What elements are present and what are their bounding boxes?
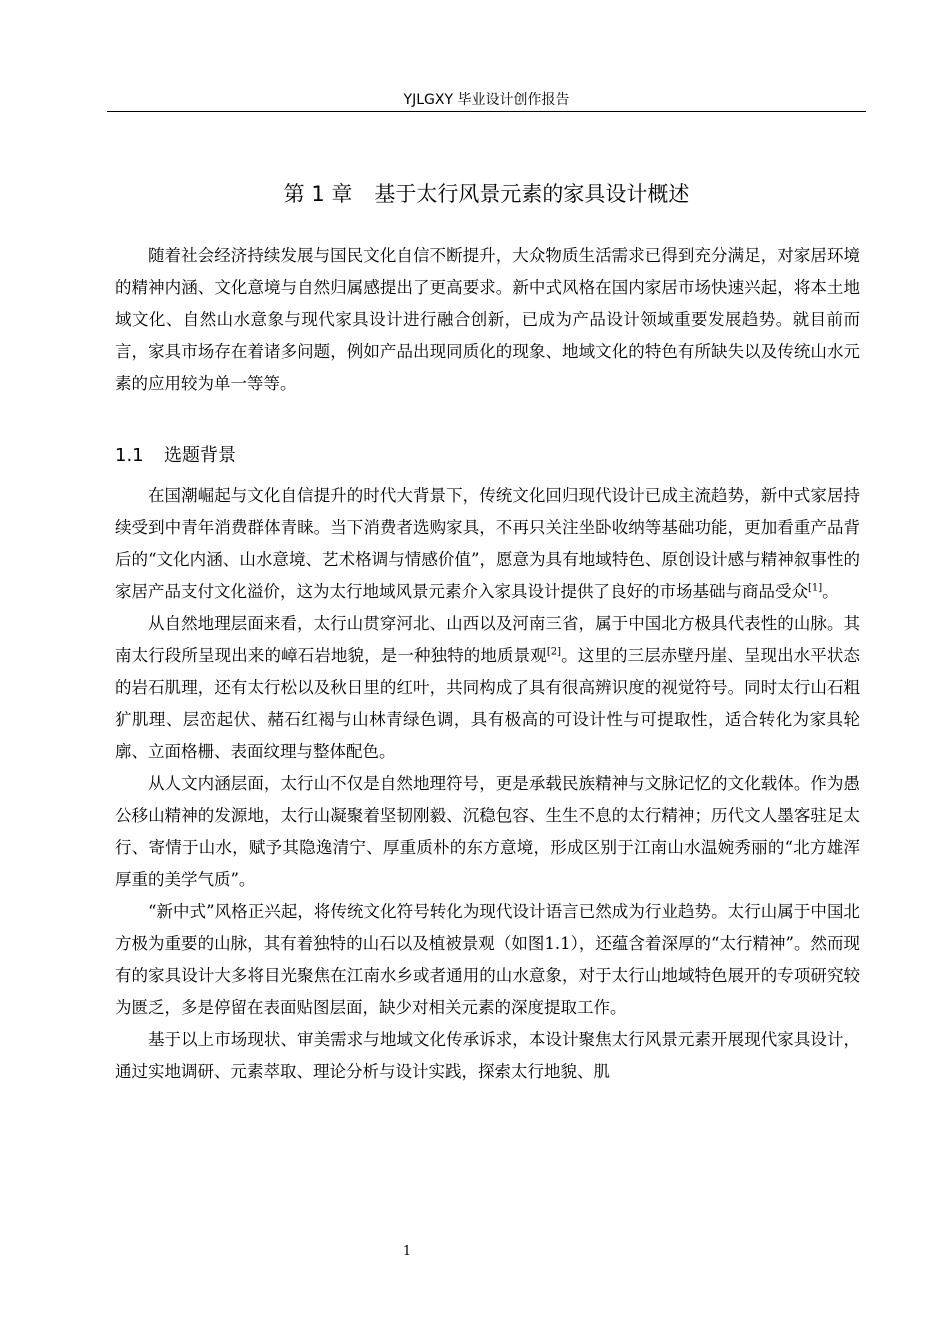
paragraph-text: 在国潮崛起与文化自信提升的时代大背景下，传统文化回归现代设计已成主流趋势，新中式家居持续受到中青年消费群体青睐。当下消费者选购家具，不再只关注坐卧收纳等基础功能，更加看重产品背后的“文化内涵、山水意境、艺术格调与情感价值”，愿意为具有地域特色、原创设计感与精神叙事性的家居产品支付文化溢价，这为太行地域风景元素介入家具设计提供了良好的市场基础与商品受众 — [115, 486, 860, 601]
paragraph-text-tail: 。这里的三层赤壁丹崖、呈现出水平状态的岩石肌理，还有太行松以及秋日里的红叶，共同构成了具有很高辨识度的视觉符号。同时太行山石粗犷肌理、层峦起伏、赭石红褐与山林青绿色调，具有极高的可设计性与可提取性，适合转化为家具轮廓、立面格栅、表面纹理与整体配色。 — [115, 646, 861, 761]
citation-marker: [1] — [808, 582, 823, 594]
body-paragraph — [115, 480, 860, 608]
chapter-title — [107, 178, 866, 210]
paragraph-text: 基于以上市场现状、审美需求与地域文化传承诉求，本设计聚焦太行风景元素开展现代家具设计，通过实地调研、元素萃取、理论分析与设计实践，探索太行地貌、肌 — [115, 1030, 860, 1081]
body-paragraph — [115, 896, 860, 1024]
body-paragraph — [115, 1024, 860, 1088]
citation-marker: [2] — [546, 646, 562, 658]
section-number: 1.1 — [115, 445, 144, 466]
paragraph-text-tail: 。 — [822, 582, 839, 601]
chapter-title-text: 基于太行风景元素的家具设计概述 — [374, 182, 690, 206]
section-body — [115, 480, 860, 1088]
header-divider — [107, 111, 866, 112]
chapter-intro — [115, 240, 860, 400]
section-title-text: 选题背景 — [164, 445, 236, 466]
body-paragraph — [115, 768, 860, 896]
chapter-number: 第 1 章 — [283, 182, 353, 206]
section-heading — [115, 440, 236, 472]
paragraph-text: 从自然地理层面来看，太行山贯穿河北、山西以及河南三省，属于中国北方极具代表性的山脉。其南太行段所呈现出来的嶂石岩地貌，是一种独特的地质景观 — [115, 614, 860, 665]
paragraph-text: “新中式”风格正兴起，将传统文化符号转化为现代设计语言已然成为行业趋势。太行山属于中国北方极为重要的山脉，其有着独特的山石以及植被景观（如图1.1），还蕴含着深厚的“太行精神”。然而现有的家具设计大多将目光聚焦在江南水乡或者通用的山水意象，对于太行山地域特色展开的专项研究较为匮乏，多是停留在表面贴图层面，缺少对相关元素的深度提取工作。 — [115, 902, 860, 1017]
page-header: YJLGXY 毕业设计创作报告 — [403, 92, 570, 108]
body-paragraph — [115, 608, 860, 768]
intro-paragraph: 随着社会经济持续发展与国民文化自信不断提升，大众物质生活需求已得到充分满足，对家居环境的精神内涵、文化意境与自然归属感提出了更高要求。新中式风格在国内家居市场快速兴起，将本土地域文化、自然山水意象与现代家具设计进行融合创新，已成为产品设计领域重要发展趋势。就目前而言，家具市场存在着诸多问题，例如产品出现同质化的现象、地域文化的特色有所缺失以及传统山水元素的应用较为单一等等。 — [115, 246, 860, 393]
paragraph-text: 从人文内涵层面，太行山不仅是自然地理符号，更是承载民族精神与文脉记忆的文化载体。作为愚公移山精神的发源地，太行山凝聚着坚韧刚毅、沉稳包容、生生不息的太行精神；历代文人墨客驻足太行、寄情于山水，赋予其隐逸清宁、厚重质朴的东方意境，形成区别于江南山水温婉秀丽的“北方雄浑厚重的美学气质”。 — [115, 774, 860, 889]
page-number: 1 — [402, 1244, 412, 1259]
